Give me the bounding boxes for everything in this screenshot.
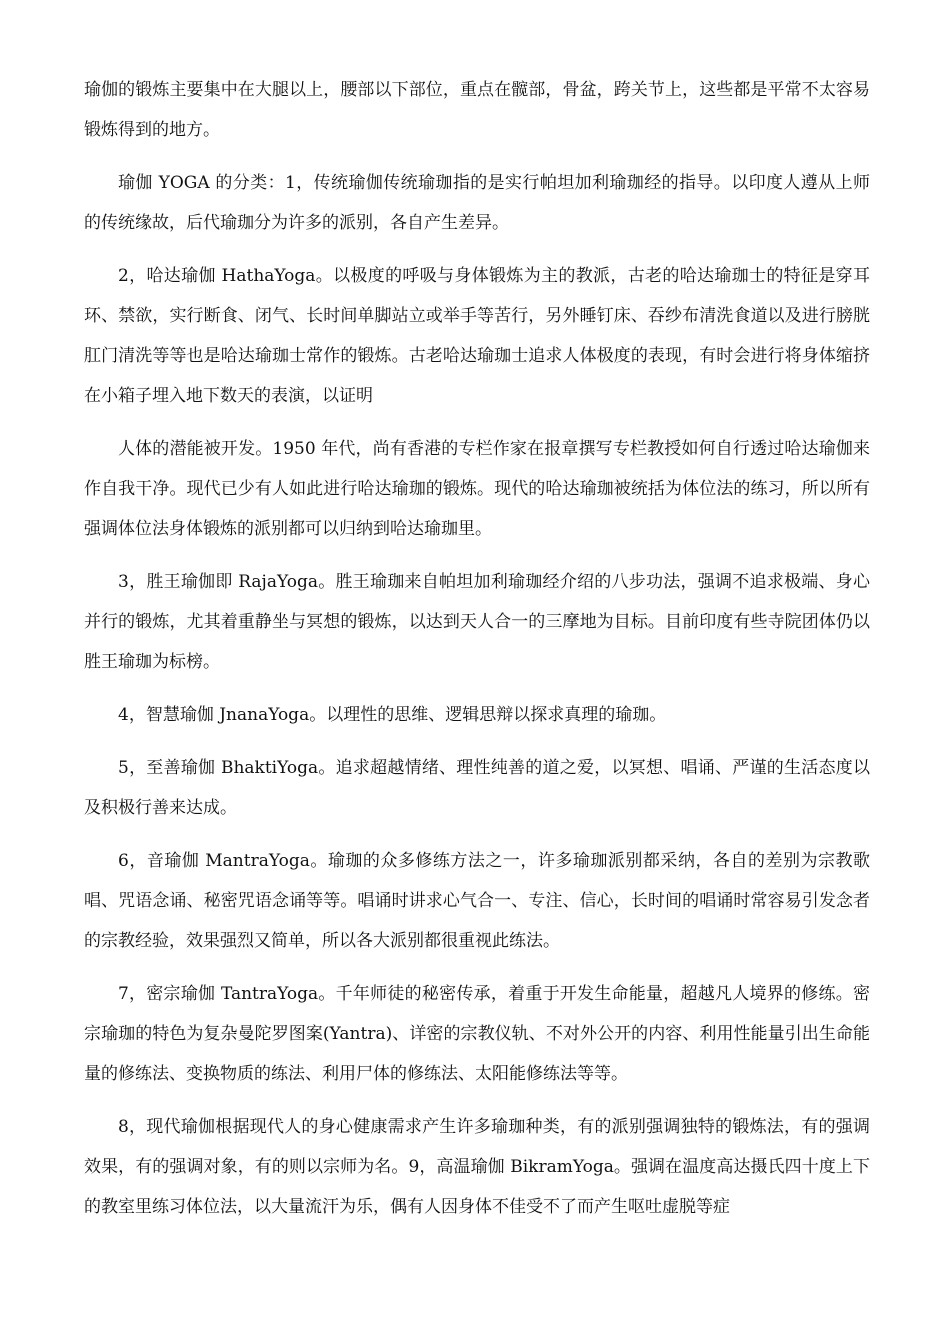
paragraph-raja-yoga: 3，胜王瑜伽即 RajaYoga。胜王瑜珈来自帕坦加利瑜珈经介绍的八步功法，强调不追求极端、身心并行的锻炼，尤其着重静坐与冥想的锻炼，以达到天人合一的三摩地为目标。目前印度有些寺院团体仍以胜王瑜珈为标榜。: [84, 572, 870, 672]
paragraph-hatha-yoga-continued: 人体的潜能被开发。1950 年代，尚有香港的专栏作家在报章撰写专栏教授如何自行透过哈达瑜伽来作自我干净。现代已少有人如此进行哈达瑜珈的锻炼。现代的哈达瑜珈被统括为体位法的练习，所以所有强调体位法身体锻炼的派别都可以归纳到哈达瑜珈里。: [84, 439, 870, 539]
paragraph-jnana-yoga: 4，智慧瑜伽 JnanaYoga。以理性的思维、逻辑思辩以探求真理的瑜珈。: [118, 705, 667, 725]
paragraph-tantra-yoga: 7，密宗瑜伽 TantraYoga。千年师徒的秘密传承，着重于开发生命能量，超越凡人境界的修练。密宗瑜珈的特色为复杂曼陀罗图案(Yantra)、详密的宗教仪轨、不对外公开的内容、利用性能量引出生命能量的修练法、变换物质的练法、利用尸体的修练法、太阳能修练法等等。: [84, 984, 870, 1084]
paragraph-hatha-yoga: 2，哈达瑜伽 HathaYoga。以极度的呼吸与身体锻炼为主的教派，古老的哈达瑜珈士的特征是穿耳环、禁欲，实行断食、闭气、长时间单脚站立或举手等苦行，另外睡钉床、吞纱布清洗食道以及进行膀胱肛门清洗等等也是哈达瑜珈士常作的锻炼。古老哈达瑜珈士追求人体极度的表现，有时会进行将身体缩挤在小箱子埋入地下数天的表演，以证明: [84, 266, 870, 406]
paragraph-intro: 瑜伽的锻炼主要集中在大腿以上，腰部以下部位，重点在髋部，骨盆，跨关节上，这些都是平常不太容易锻炼得到的地方。: [84, 80, 870, 140]
paragraph-mantra-yoga: 6，音瑜伽 MantraYoga。瑜珈的众多修练方法之一，许多瑜珈派别都采纳，各自的差别为宗教歌唱、咒语念诵、秘密咒语念诵等等。唱诵时讲求心气合一、专注、信心，长时间的唱诵时常容易引发念者的宗教经验，效果强烈又简单，所以各大派别都很重视此练法。: [84, 851, 870, 951]
paragraph-bhakti-yoga: 5，至善瑜伽 BhaktiYoga。追求超越情绪、理性纯善的道之爱，以冥想、唱诵、严谨的生活态度以及积极行善来达成。: [84, 758, 870, 818]
paragraph-modern-and-bikram-yoga: 8，现代瑜伽根据现代人的身心健康需求产生许多瑜珈种类，有的派别强调独特的锻炼法，有的强调效果，有的强调对象，有的则以宗师为名。9，高温瑜伽 BikramYoga。强调在温度高达摄氏四十度上下的教室里练习体位法，以大量流汗为乐，偶有人因身体不佳受不了而产生呕吐虚脱等症: [84, 1117, 870, 1217]
document-body: [84, 70, 870, 1240]
paragraph-classification-traditional: 瑜伽 YOGA 的分类：1，传统瑜伽传统瑜珈指的是实行帕坦加利瑜珈经的指导。以印度人遵从上师的传统缘故，后代瑜珈分为许多的派别，各自产生差异。: [84, 173, 870, 233]
